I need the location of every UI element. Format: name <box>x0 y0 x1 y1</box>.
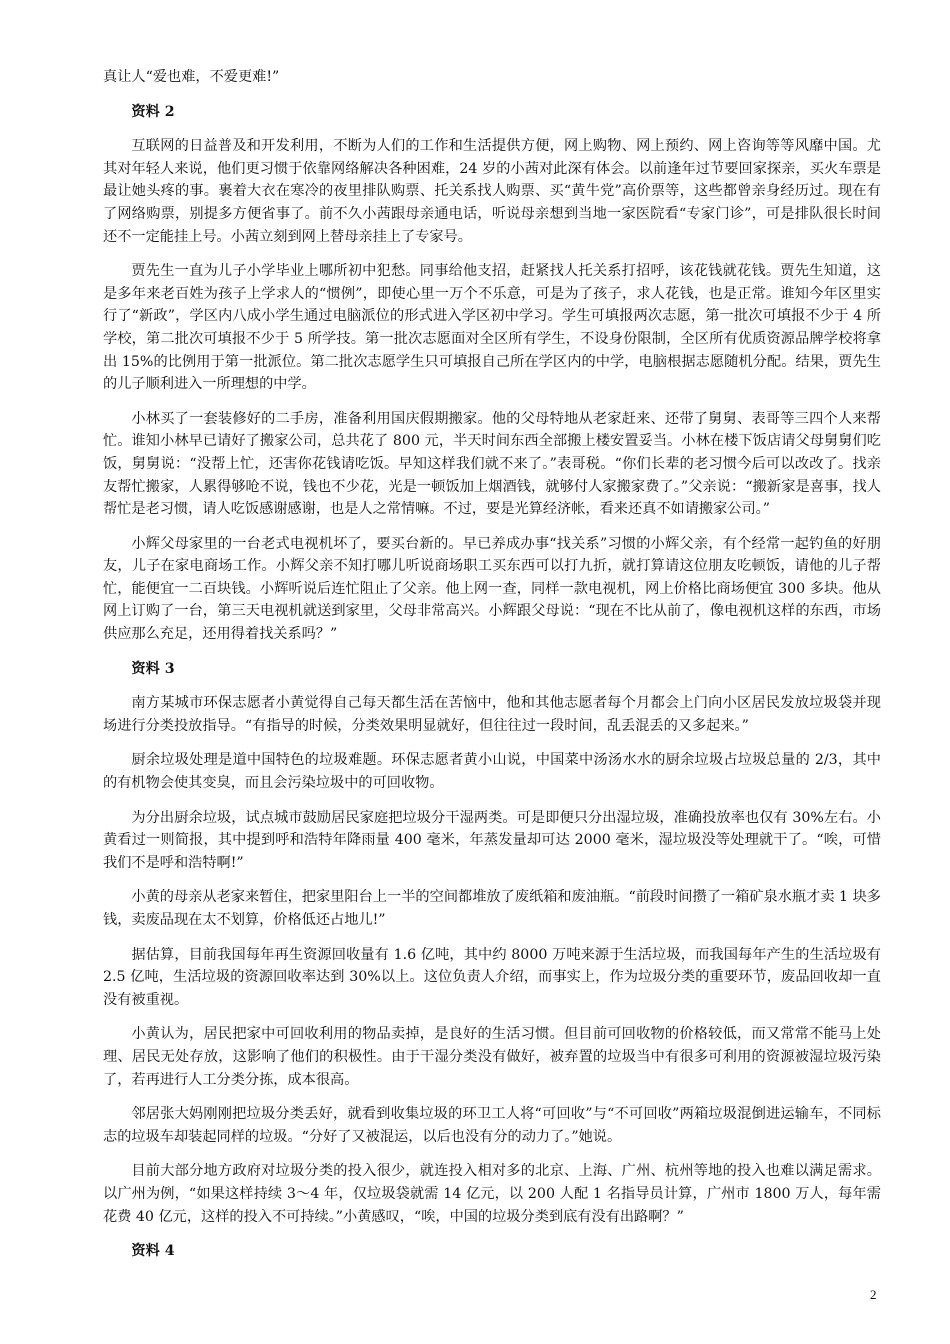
paragraph: 邻居张大妈刚刚把垃圾分类丢好，就看到收集垃圾的环卫工人将“可回收”与“不可回收”两箱垃圾混倒进运输车，不同标志的垃圾车却装起同样的垃圾。“分好了又被混运，以后也没有分的动力了。”她说。 <box>103 1106 881 1145</box>
paragraph: 为分出厨余垃圾，试点城市鼓励居民家庭把垃圾分干湿两类。可是即便只分出湿垃圾，准确投放率也仅有 30%左右。小黄看过一则简报，其中提到呼和浩特年降雨量 400 毫米，年蒸发量却可达 2000 毫米，湿垃圾没等处理就干了。“唉，可惜我们不是呼和浩特啊!” <box>103 809 881 871</box>
paragraph: 小辉父母家里的一台老式电视机坏了，要买台新的。早已养成办事“找关系”习惯的小辉父亲，有个经常一起钓鱼的好朋友，儿子在家电商场工作。小辉父亲不知打哪儿听说商场职工买东西可以打九折，就打算请这位朋友吃顿饭，请他的儿子帮忙，能便宜一二百块钱。小辉听说后连忙阻止了父亲。他上网一查，同样一款电视机，网上价格比商场便宜 300 多块。他从网上订购了一台，第三天电视机就送到家里，父母非常高兴。小辉跟父母说：“现在不比从前了，像电视机这样的东西，市场供应那么充足，还用得着找关系吗？” <box>103 535 881 643</box>
paragraph: 互联网的日益普及和开发利用，不断为人们的工作和生活提供方便，网上购物、网上预约、网上咨询等等风靡中国。尤其对年轻人来说，他们更习惯于依靠网络解决各种困难，24 岁的小茜对此深有体会。以前逢年过节要回家探亲，买火车票是最让她头疼的事。裹着大衣在寒冷的夜里排队购票、托关系找人购票、买“黄牛党”高价票等，这些都曾亲身经历过。现在有了网络购票，别提多方便省事了。前不久小茜跟母亲通电话，听说母亲想到当地一家医院看“专家门诊”，可是排队很长时间还不一定能挂上号。小茜立刻到网上替母亲挂上了专家号。 <box>103 138 881 245</box>
document-body <box>103 66 881 1275</box>
paragraph-continuation: 真让人“爱也难，不爱更难!” <box>103 69 280 85</box>
paragraph: 小黄认为，居民把家中可回收利用的物品卖掉，是良好的生活习惯。但目前可回收物的价格较低，而又常常不能马上处理、居民无处存放，这影响了他们的积极性。由于干湿分类没有做好，被弃置的垃圾当中有很多可利用的资源被湿垃圾污染了，若再进行人工分类分拣，成本很高。 <box>103 1026 881 1088</box>
section-heading-material-4: 资料 4 <box>131 1243 175 1260</box>
section-heading-material-3: 资料 3 <box>131 660 175 677</box>
paragraph: 小黄的母亲从老家来暂住，把家里阳台上一半的空间都堆放了废纸箱和废油瓶。“前段时间攒了一箱矿泉水瓶才卖 1 块多钱，卖废品现在太不划算，价格低还占地儿!” <box>103 889 881 928</box>
page-number: 2 <box>870 1287 877 1302</box>
paragraph: 小林买了一套装修好的二手房，准备利用国庆假期搬家。他的父母特地从老家赶来、还带了舅舅、表哥等三四个人来帮忙。谁知小林早已请好了搬家公司，总共花了 800 元，半天时间东西全部搬上楼安置妥当。小林在楼下饭店请父母舅舅们吃饭，舅舅说：“没帮上忙，还害你花钱请吃饭。早知这样我们就不来了。”表哥税。“你们长辈的老习惯今后可以改改了。找亲友帮忙搬家，人累得够呛不说，钱也不少花，光是一顿饭加上烟酒钱，就够付人家搬家费了。”父亲说：“搬新家是喜事，找人帮忙是老习惯，请人吃饭感谢感谢，也是人之常情嘛。不过，要是光算经济帐，看来还真不如请搬家公司。” <box>103 410 881 518</box>
section-heading-material-2: 资料 2 <box>131 103 175 120</box>
paragraph: 南方某城市环保志愿者小黄觉得自己每天都生活在苦恼中，他和其他志愿者每个月都会上门向小区居民发放垃圾袋并现场进行分类投放指导。“有指导的时候，分类效果明显就好，但往往过一段时间，乱丢混丢的又多起来。” <box>103 695 881 734</box>
paragraph: 厨余垃圾处理是道中国特色的垃圾难题。环保志愿者黄小山说，中国菜中汤汤水水的厨余垃圾占垃圾总量的 2/3，其中的有机物会使其变臭，而且会污染垃圾中的可回收物。 <box>103 752 881 792</box>
paragraph: 目前大部分地方政府对垃圾分类的投入很少，就连投入相对多的北京、上海、广州、杭州等地的投入也难以满足需求。以广州为例，“如果这样持续 3～4 年，仅垃圾袋就需 14 亿元，以 200 人配 1 名指导员计算，广州市 1800 万人，每年需花费 40 亿元，这样的投入不可持续。”小黄感叹，“唉，中国的垃圾分类到底有没有出路啊？” <box>103 1163 881 1225</box>
paragraph: 贾先生一直为儿子小学毕业上哪所初中犯愁。同事给他支招，赶紧找人托关系打招呼，该花钱就花钱。贾先生知道，这是多年来老百姓为孩子上学求人的“惯例”，即使心里一万个不乐意，可是为了孩子，求人花钱，也是正常。谁知今年区里实行了“新政”，学区内八成小学生通过电脑派位的形式进入学区初中学习。学生可填报两次志愿，第一批次可填报不少于 4 所学校，第二批次可填报不少于 5 所学技。第一批次志愿面对全区所有学生，不设身份限制，全区所有优质资源品牌学校将拿出 15%的比例用于第一批派位。第二批次志愿学生只可填报自己所在学区内的中学，电脑根据志愿随机分配。结果，贾先生的儿子顺利进入一所理想的中学。 <box>103 263 881 393</box>
paragraph: 据估算，目前我国每年再生资源回收量有 1.6 亿吨，其中约 8000 万吨来源于生活垃圾，而我国每年产生的生活垃圾有 2.5 亿吨，生活垃圾的资源回收率达到 30%以上。这位负责人介绍，而事实上，作为垃圾分类的重要环节，废品回收却一直没有被重视。 <box>103 946 881 1008</box>
